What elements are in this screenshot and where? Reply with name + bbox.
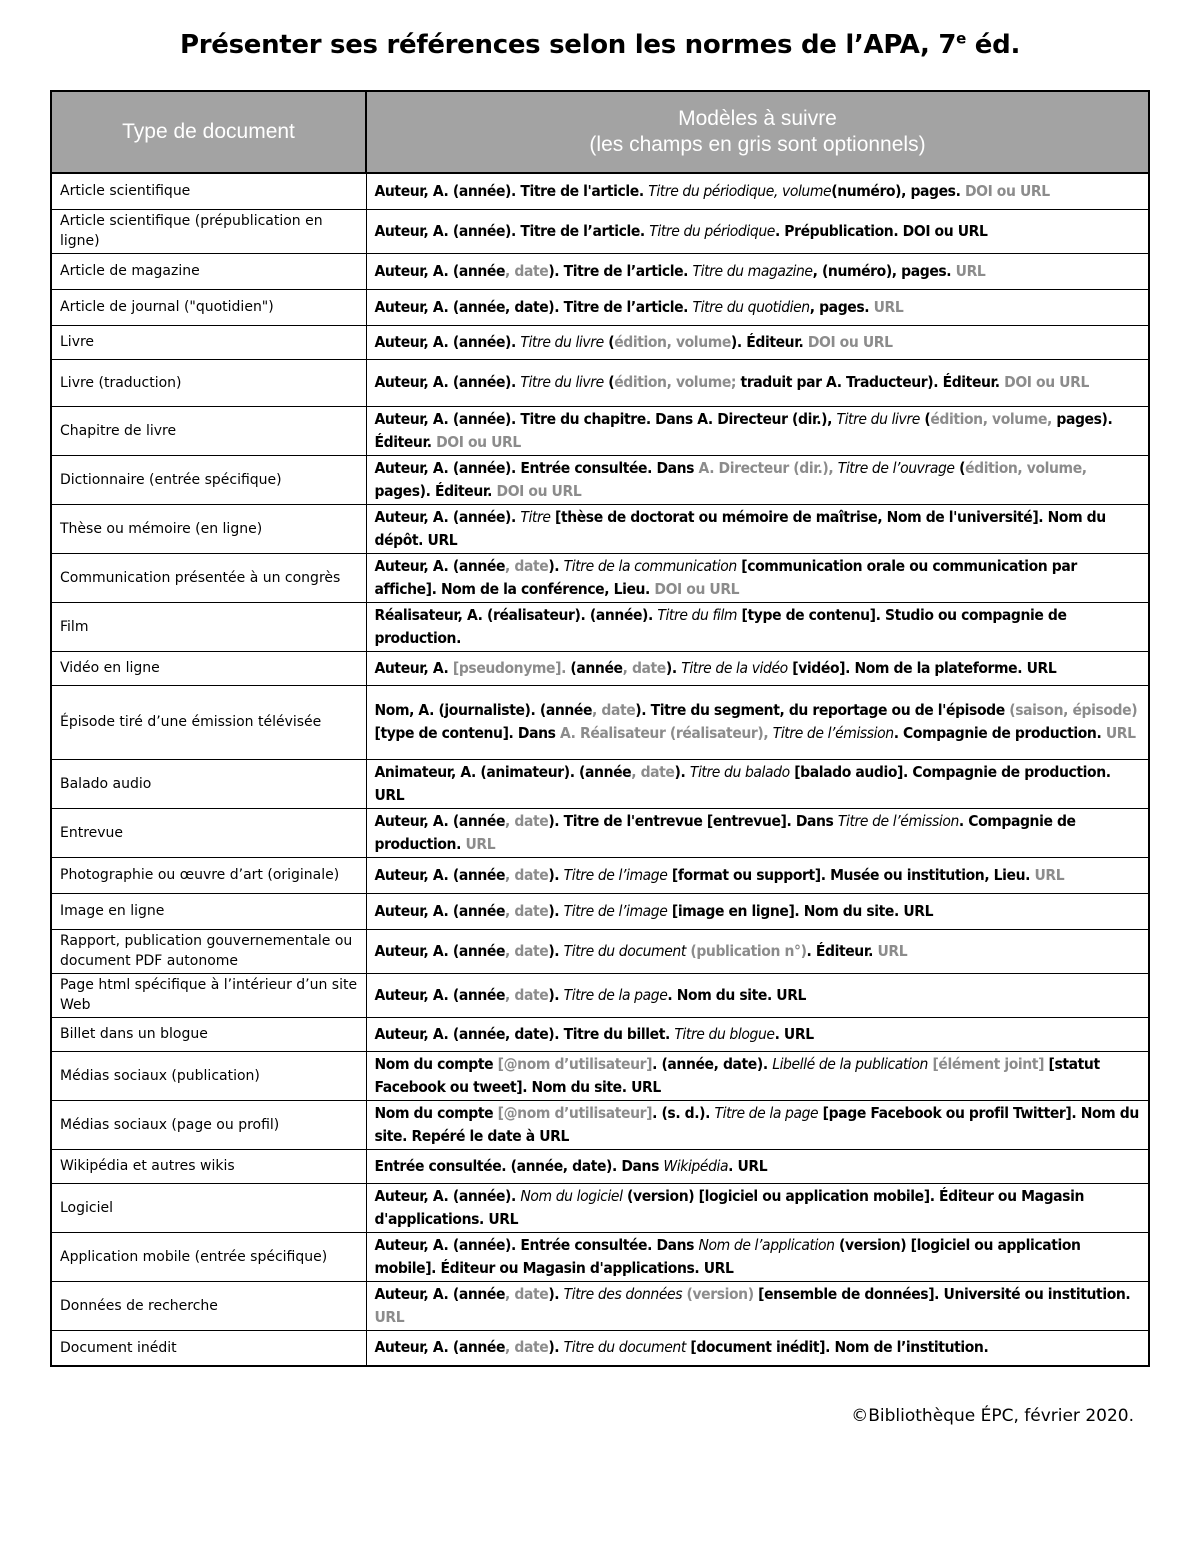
italic-field: Titre de la vidéo (681, 658, 788, 677)
document-type-cell: Article scientifique (51, 173, 366, 209)
required-field: [communication orale ou communication par affiche]. Nom de la conférence, Lieu. (374, 556, 1077, 598)
required-field: Animateur, A. (animateur). (année (374, 762, 632, 781)
document-type-cell: Article de journal ("quotidien") (51, 289, 366, 325)
required-field: [image en ligne]. Nom du site. URL (667, 901, 934, 920)
table-row (51, 1017, 1149, 1051)
table-row (51, 929, 1149, 973)
required-field: ). Titre de l'entrevue [entrevue]. Dans (548, 811, 838, 830)
required-field: [type de contenu]. Studio ou compagnie de production. (374, 605, 1067, 647)
optional-field: , date (505, 941, 549, 960)
italic-field: Nom du logiciel (520, 1186, 623, 1205)
citation-model-cell (366, 504, 1149, 553)
required-field: Auteur, A. (année, date). Titre de l’article. (374, 297, 693, 316)
table-row (51, 685, 1149, 759)
optional-field: , date (505, 1338, 549, 1357)
table-body (51, 173, 1149, 1366)
italic-field: Titre (520, 507, 551, 526)
italic-field: Titre du document (563, 941, 686, 960)
required-field: . Compagnie de production. (374, 811, 1076, 853)
optional-field: DOI ou URL (496, 481, 582, 500)
citation-model-cell (366, 455, 1149, 504)
italic-field: Titre de l’image (563, 901, 668, 920)
required-field: Auteur, A. (374, 658, 453, 677)
document-type-cell: Billet dans un blogue (51, 1017, 366, 1051)
document-type-cell: Livre (traduction) (51, 359, 366, 406)
document-type-cell: Article de magazine (51, 253, 366, 289)
table-row (51, 973, 1149, 1017)
document-type-cell: Balado audio (51, 759, 366, 808)
table-row (51, 1100, 1149, 1149)
required-field: . Compagnie de production. (893, 724, 1106, 742)
required-field: ( (919, 409, 931, 428)
optional-field: , date (505, 901, 549, 920)
header-models-line2: (les champs en gris sont optionnels) (589, 133, 926, 156)
optional-field: , date (592, 701, 636, 719)
required-field: ). (548, 556, 564, 575)
required-field: Auteur, A. (année (374, 941, 506, 960)
citation-model-cell (366, 602, 1149, 651)
citation-model-cell (366, 359, 1149, 406)
required-field: ). (548, 985, 564, 1004)
required-field: Auteur, A. (année). Titre de l’article. (374, 221, 650, 240)
required-field: . URL (728, 1156, 768, 1175)
optional-field: , date (505, 985, 549, 1004)
citation-model-cell (366, 1330, 1149, 1366)
required-field: Auteur, A. (année). (374, 507, 521, 526)
document-type-cell: Chapitre de livre (51, 406, 366, 455)
document-type-cell: Film (51, 602, 366, 651)
table-row (51, 553, 1149, 602)
required-field: ). (665, 658, 682, 677)
table-row (51, 808, 1149, 857)
required-field: Auteur, A. (année). Titre de l'article. (374, 181, 649, 200)
document-type-cell: Médias sociaux (page ou profil) (51, 1100, 366, 1149)
table-row (51, 602, 1149, 651)
optional-field: URL (877, 941, 908, 960)
required-field: ). (548, 1338, 564, 1357)
citation-model-cell (366, 1100, 1149, 1149)
required-field: ). Titre du segment, du reportage ou de l'épisode (635, 701, 1010, 719)
document-type-cell: Photographie ou œuvre d’art (originale) (51, 857, 366, 893)
page-title-text: Présenter ses références selon les normes de l’APA, 7 (179, 30, 957, 60)
document-type-cell: Thèse ou mémoire (en ligne) (51, 504, 366, 553)
required-field: . Nom du site. URL (667, 985, 807, 1004)
italic-field: Titre de la page (563, 985, 668, 1004)
citation-model-cell (366, 253, 1149, 289)
required-field: Auteur, A. (année (374, 985, 506, 1004)
required-field: . Éditeur. (806, 941, 878, 960)
italic-field: Titre du magazine (692, 261, 813, 280)
table-row (51, 1330, 1149, 1366)
required-field: Auteur, A. (année (374, 556, 506, 575)
required-field: Nom, A. (journaliste). (année (374, 701, 593, 719)
required-field: ). (548, 865, 564, 884)
required-field: Auteur, A. (année (374, 865, 506, 884)
required-field: , pages. (809, 297, 874, 316)
citation-model-cell (366, 973, 1149, 1017)
required-field: , (numéro), pages. (812, 261, 956, 280)
page-title (0, 30, 1200, 60)
required-field: ). (674, 762, 690, 781)
required-field: (numéro), pages. (831, 181, 965, 200)
table-row (51, 504, 1149, 553)
optional-field: URL (1034, 865, 1065, 884)
document-type-cell: Livre (51, 325, 366, 359)
page-title-end: éd. (966, 30, 1021, 60)
italic-field: Nom de l’application (698, 1235, 835, 1254)
required-field: Auteur, A. (année). Titre du chapitre. Dans A. Directeur (dir.), (374, 409, 837, 428)
citation-model-cell (366, 651, 1149, 685)
citation-model-cell (366, 685, 1149, 759)
citation-model-cell (366, 209, 1149, 253)
required-field: [document inédit]. Nom de l’institution. (685, 1338, 989, 1357)
required-field: Nom du compte (374, 1103, 498, 1122)
required-field: Auteur, A. (année (374, 1338, 506, 1357)
optional-field: A. Réalisateur (réalisateur), (559, 724, 773, 742)
table-row (51, 893, 1149, 929)
optional-field: DOI ou URL (436, 432, 521, 451)
required-field: ( (954, 458, 966, 477)
italic-field: Titre de l’émission (837, 811, 959, 830)
optional-field: , date (505, 1284, 549, 1303)
optional-field: A. Directeur (dir.), (698, 458, 838, 477)
optional-field: DOI ou URL (1004, 373, 1089, 391)
italic-field: Titre du périodique (649, 221, 775, 240)
italic-field: Libellé de la publication (772, 1054, 928, 1073)
required-field: ). (548, 901, 564, 920)
header-models (366, 91, 1149, 173)
citation-model-cell (366, 1149, 1149, 1183)
table-row (51, 857, 1149, 893)
table-row (51, 359, 1149, 406)
required-field: Auteur, A. (année). (374, 373, 521, 391)
table-row (51, 1281, 1149, 1330)
required-field: . URL (774, 1024, 814, 1043)
required-field: ). Éditeur. (730, 332, 808, 351)
document-type-cell: Page html spécifique à l’intérieur d’un site Web (51, 973, 366, 1017)
optional-field: (saison, épisode) (1009, 701, 1138, 719)
optional-field: , date (505, 865, 549, 884)
italic-field: Titre du périodique, volume (648, 181, 832, 200)
italic-field: Titre des données (563, 1284, 683, 1303)
references-table (50, 90, 1150, 1367)
required-field: Auteur, A. (année). (374, 332, 521, 351)
document-type-cell: Logiciel (51, 1183, 366, 1232)
required-field: ). Titre de l’article. (548, 261, 693, 280)
italic-field: Titre du livre (836, 409, 920, 428)
required-field: Auteur, A. (année, date). Titre du billet. (374, 1024, 675, 1043)
table-row (51, 651, 1149, 685)
required-field: (version) [logiciel ou application mobile]. Éditeur ou Magasin d'applications. URL (374, 1235, 1081, 1277)
required-field: [type de contenu]. Dans (374, 724, 560, 742)
optional-field: [pseudonyme]. (452, 658, 566, 677)
required-field: Nom du compte (374, 1054, 498, 1073)
required-field: Auteur, A. (année (374, 811, 506, 830)
optional-field: [@nom d’utilisateur] (497, 1103, 653, 1122)
optional-field: , date (505, 261, 549, 280)
optional-field: (publication n°) (690, 941, 807, 960)
optional-field: URL (374, 1307, 405, 1326)
citation-model-cell (366, 759, 1149, 808)
required-field: [page Facebook ou profil Twitter]. Nom du site. Repéré le date à URL (374, 1103, 1139, 1145)
table-row (51, 253, 1149, 289)
italic-field: Titre du quotidien (692, 297, 810, 316)
citation-model-cell (366, 1051, 1149, 1100)
italic-field: Titre du livre (520, 373, 604, 391)
document-type-cell: Données de recherche (51, 1281, 366, 1330)
optional-field: édition, volume, (930, 409, 1052, 428)
optional-field: édition, volume; (614, 373, 737, 391)
document-type-cell: Épisode tiré d’une émission télévisée (51, 685, 366, 759)
optional-field: , date (505, 811, 549, 830)
citation-model-cell (366, 893, 1149, 929)
required-field: [thèse de doctorat ou mémoire de maîtrise, Nom de l'université]. Nom du dépôt. URL (374, 507, 1106, 549)
required-field: ). (548, 1284, 564, 1303)
optional-field: URL (873, 297, 904, 316)
required-field: [ensemble de données]. Université ou institution. (753, 1284, 1131, 1303)
document-type-cell: Entrevue (51, 808, 366, 857)
table-row (51, 1183, 1149, 1232)
italic-field: Titre de la communication (563, 556, 737, 575)
required-field: . Prépublication. DOI ou URL (774, 221, 988, 240)
required-field: [statut Facebook ou tweet]. Nom du site. URL (374, 1054, 1100, 1096)
document-type-cell: Dictionnaire (entrée spécifique) (51, 455, 366, 504)
citation-model-cell (366, 1232, 1149, 1281)
required-field: . (année, date). (652, 1054, 773, 1073)
citation-model-cell (366, 1017, 1149, 1051)
table-row (51, 1149, 1149, 1183)
required-field: Auteur, A. (année (374, 901, 506, 920)
italic-field: Titre du film (657, 605, 738, 624)
table-header-row (51, 91, 1149, 173)
optional-field: , date (631, 762, 675, 781)
required-field: Auteur, A. (année (374, 1284, 506, 1303)
optional-field: , date (505, 556, 549, 575)
italic-field: Titre de l’image (563, 865, 668, 884)
table-row (51, 1232, 1149, 1281)
required-field: Réalisateur, A. (réalisateur). (année). (374, 605, 658, 624)
required-field: Auteur, A. (année). Entrée consultée. Dans (374, 1235, 699, 1254)
citation-model-cell (366, 1281, 1149, 1330)
italic-field: Titre du document (563, 1338, 686, 1357)
table-row (51, 406, 1149, 455)
optional-field: [élément joint] (932, 1054, 1045, 1073)
optional-field: [@nom d’utilisateur] (497, 1054, 653, 1073)
header-document-type: Type de document (51, 91, 366, 173)
page-title-superscript: e (956, 29, 967, 48)
citation-model-cell (366, 857, 1149, 893)
citation-model-cell (366, 406, 1149, 455)
optional-field: édition, volume (614, 332, 731, 351)
required-field: Auteur, A. (année). (374, 1186, 521, 1205)
optional-field: DOI ou URL (964, 181, 1050, 200)
citation-model-cell (366, 173, 1149, 209)
required-field: (année (565, 658, 623, 677)
citation-model-cell (366, 553, 1149, 602)
required-field: (version) [logiciel ou application mobile]. Éditeur ou Magasin d'applications. URL (374, 1186, 1084, 1228)
optional-field: édition, volume, (965, 458, 1087, 477)
required-field: ( (603, 332, 615, 351)
italic-field: Wikipédia (663, 1156, 729, 1175)
italic-field: Titre de l’émission (772, 724, 894, 742)
required-field: ). (548, 941, 564, 960)
italic-field: Titre de la page (714, 1103, 819, 1122)
italic-field: Titre de l’ouvrage (837, 458, 955, 477)
required-field: [balado audio]. Compagnie de production. URL (374, 762, 1111, 804)
document-type-cell: Application mobile (entrée spécifique) (51, 1232, 366, 1281)
required-field: [format ou support]. Musée ou institution, Lieu. (667, 865, 1035, 884)
required-field: Entrée consultée. (année, date). Dans (374, 1156, 664, 1175)
copyright-footer: ©Bibliothèque ÉPC, février 2020. (851, 1406, 1134, 1426)
optional-field: URL (1105, 724, 1136, 742)
required-field: ( (603, 373, 615, 391)
document-type-cell: Document inédit (51, 1330, 366, 1366)
italic-field: Titre du livre (520, 332, 604, 351)
citation-model-cell (366, 808, 1149, 857)
document-type-cell: Vidéo en ligne (51, 651, 366, 685)
table-row (51, 209, 1149, 253)
italic-field: Titre du balado (689, 762, 790, 781)
optional-field: DOI ou URL (654, 579, 740, 598)
optional-field: DOI ou URL (807, 332, 893, 351)
required-field: . (s. d.). (652, 1103, 715, 1122)
citation-model-cell (366, 1183, 1149, 1232)
optional-field: (version) (686, 1284, 754, 1303)
required-field: pages). Éditeur. (374, 481, 497, 500)
optional-field: , date (622, 658, 666, 677)
table-row (51, 325, 1149, 359)
table-row (51, 1051, 1149, 1100)
required-field: pages). Éditeur. (374, 409, 1113, 451)
document-type-cell: Wikipédia et autres wikis (51, 1149, 366, 1183)
citation-model-cell (366, 289, 1149, 325)
document-type-cell: Médias sociaux (publication) (51, 1051, 366, 1100)
italic-field: Titre du blogue (674, 1024, 775, 1043)
table-row (51, 455, 1149, 504)
table-row (51, 759, 1149, 808)
document-type-cell: Image en ligne (51, 893, 366, 929)
citation-model-cell (366, 325, 1149, 359)
document-type-cell: Article scientifique (prépublication en ligne) (51, 209, 366, 253)
table-row (51, 173, 1149, 209)
optional-field: URL (955, 261, 986, 280)
required-field: Auteur, A. (année). Entrée consultée. Dans (374, 458, 699, 477)
required-field: traduit par A. Traducteur). Éditeur. (736, 373, 1005, 391)
document-type-cell: Rapport, publication gouvernementale ou document PDF autonome (51, 929, 366, 973)
optional-field: URL (465, 834, 496, 853)
header-models-line1: Modèles à suivre (678, 107, 837, 130)
table-row (51, 289, 1149, 325)
citation-model-cell (366, 929, 1149, 973)
required-field: [vidéo]. Nom de la plateforme. URL (787, 658, 1057, 677)
document-type-cell: Communication présentée à un congrès (51, 553, 366, 602)
required-field: Auteur, A. (année (374, 261, 506, 280)
